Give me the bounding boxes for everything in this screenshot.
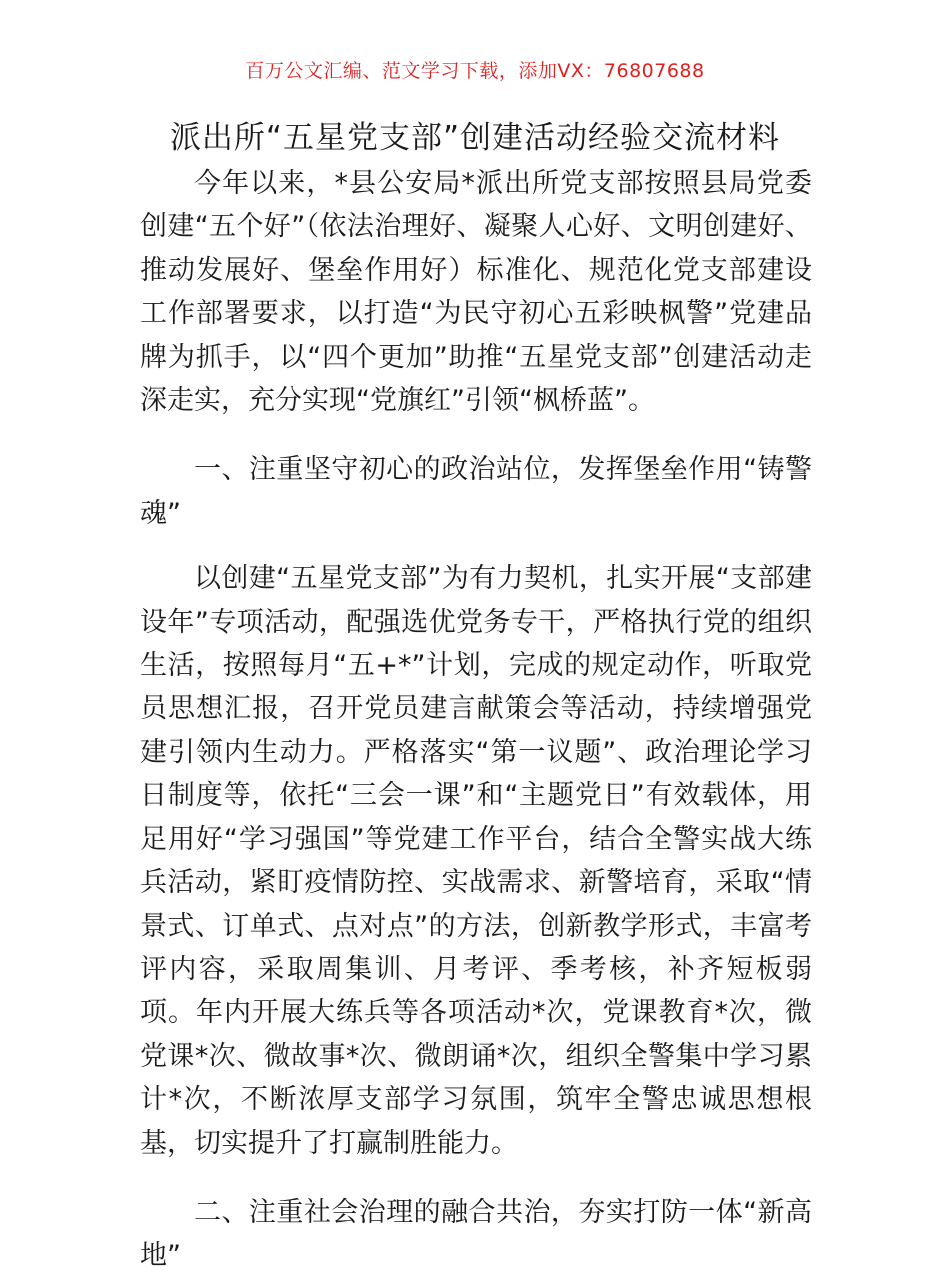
section-heading-1: 一、注重坚守初心的政治站位，发挥堡垒作用“铸警魂” [140,454,812,529]
section-paragraph-1: 以创建“五星党支部”为有力契机，扎实开展“支部建设年”专项活动，配强选优党务专干，严格执行党的组织生活，按照每月“五+*”计划，完成的规定动作，听取党员思想汇报，召开党员建言献策会等活动，持续增强党建引领内生动力。严格落实“第一议题”、政治理论学习日制度等，依托“三会一课”和“主题党日”有效载体，用足用好“学习强国”等党建工作平台，结合全警实战大练兵活动，紧盯疫情防控、实战需求、新警培育，采取“情景式、订单式、点对点”的方法，创新教学形式，丰富考评内容，采取周集训、月考评、季考核，补齐短板弱项。年内开展大练兵等各项活动*次，党课教育*次，微党课*次、微故事*次、微朗诵*次，组织全警集中学习累计*次，不断浓厚支部学习氛围，筑牢全警忠诚思想根基，切实提升了打赢制胜能力。 [140,563,812,1159]
page-title: 派出所“五星党支部”创建活动经验交流材料 [169,120,781,156]
document-body [140,162,812,1278]
section-heading-2: 二、注重社会治理的融合共治，夯实打防一体“新高地” [140,1196,812,1272]
intro-paragraph: 今年以来，*县公安局*派出所党支部按照县局党委创建“五个好”（依法治理好、凝聚人心好、文明创建好、推动发展好、堡垒作用好）标准化、规范化党支部建设工作部署要求，以打造“为民守初心五彩映枫警”党建品牌为抓手，以“四个更加”助推“五星党支部”创建活动走深走实，充分实现“党旗红”引领“枫桥蓝”。 [140,168,812,417]
header-note: 百万公文汇编、范文学习下载，添加VX：76807688 [245,60,705,82]
